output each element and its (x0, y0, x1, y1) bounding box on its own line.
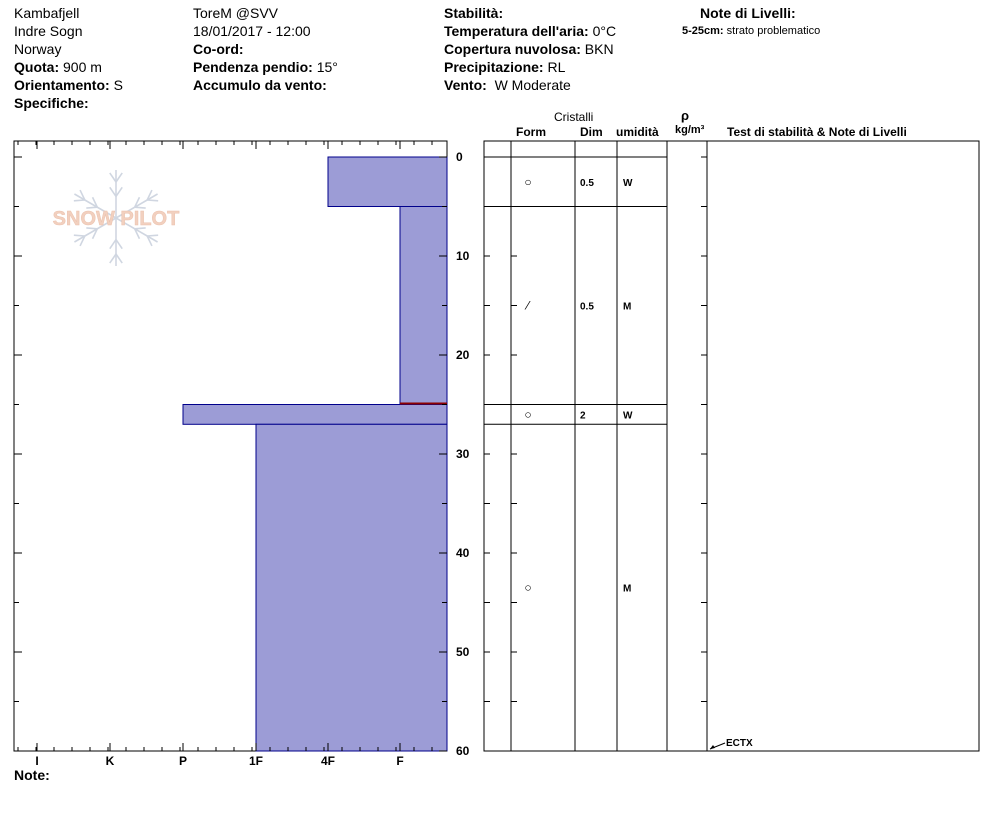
depth-tick-label: 40 (456, 546, 470, 560)
hardness-tick-label: 4F (320, 754, 336, 768)
crystal-form-symbol: ○ (524, 407, 532, 422)
cloud-label: Copertura nuvolosa: (444, 41, 581, 57)
hardness-tick-label: F (396, 754, 404, 768)
location: Kambafjell (14, 5, 80, 21)
layer-note-text: strato problematico (726, 25, 821, 37)
col-form-header: Form (516, 125, 546, 139)
snowflake-branch (147, 200, 158, 201)
slope-value: 15° (316, 59, 338, 75)
col-tests-header: Test di stabilità & Note di Livelli (727, 125, 907, 139)
crystal-size: 2 (580, 410, 586, 422)
layer-note-range: 5-25cm: (682, 25, 724, 37)
hardness-tick-label: P (178, 754, 188, 768)
snowflake-branch (110, 240, 116, 249)
crystal-size: 0.5 (580, 177, 594, 189)
hardness-layer-bar (328, 157, 447, 207)
hardness-layer-bar (256, 424, 447, 751)
elevation-value: 900 m (63, 59, 102, 75)
stability-test-label: ECTX (726, 738, 753, 749)
crystal-form-symbol: ○ (524, 580, 532, 595)
snowflake-branch (110, 173, 116, 182)
stability-label: Stabilità: (444, 5, 504, 21)
snowflake-branch (147, 235, 158, 236)
aspect-value: S (113, 77, 123, 93)
wind-label: Vento: (444, 77, 487, 93)
depth-tick-label: 60 (456, 744, 470, 758)
specifics-label: Specifiche: (14, 95, 89, 111)
snowflake-branch (116, 173, 122, 182)
elevation-label: Quota: (14, 59, 60, 75)
datetime: 18/01/2017 - 12:00 (193, 23, 311, 39)
precip-value: RL (547, 59, 566, 75)
crystal-form-symbol: ⁄ (526, 298, 530, 313)
snowflake-branch (116, 240, 122, 249)
stability-test-arrowhead (710, 745, 715, 749)
air-temp-label: Temperatura dell'aria: (444, 23, 589, 39)
cloud-value: BKN (584, 41, 614, 57)
layer-notes-title: Note di Livelli: (700, 5, 796, 21)
depth-tick-label: 30 (456, 447, 470, 461)
col-moisture-header: umidità (616, 125, 659, 139)
wind-value: W Moderate (494, 77, 571, 93)
hardness-layer-bar (400, 207, 447, 405)
depth-tick-label: 20 (456, 348, 470, 362)
country: Norway (14, 41, 62, 57)
hardness-tick-label: K (105, 754, 115, 768)
snowflake-branch (110, 187, 116, 196)
depth-tick-label: 50 (456, 645, 470, 659)
snowflake-branch (74, 200, 85, 201)
col-dim-header: Dim (580, 125, 603, 139)
crystal-moisture: M (623, 583, 632, 595)
col-density-unit: kg/m³ (675, 124, 705, 136)
crystal-moisture: W (623, 410, 633, 422)
col-density-symbol: ρ (681, 108, 690, 123)
snowflake-branch (110, 254, 116, 263)
region: Indre Sogn (14, 23, 83, 39)
logo-text: SNOW PILOT (52, 208, 180, 230)
crystal-form-symbol: ○ (524, 174, 532, 189)
hardness-tick-label: 1F (248, 754, 264, 768)
hardness-layer-bar (183, 405, 447, 425)
precip-label: Precipitazione: (444, 59, 544, 75)
snowflake-branch (74, 235, 85, 236)
slope-label: Pendenza pendio: (193, 59, 313, 75)
aspect-label: Orientamento: (14, 77, 110, 93)
crystal-size: 0.5 (580, 301, 594, 313)
depth-tick-label: 10 (456, 249, 470, 263)
snowpilot-logo (53, 170, 180, 266)
crystal-moisture: M (623, 301, 632, 313)
observer: ToreM @SVV (193, 5, 279, 21)
snowflake-branch (116, 254, 122, 263)
coords-label: Co-ord: (193, 41, 244, 57)
note-label: Note: (14, 767, 50, 783)
snowflake-branch (116, 187, 122, 196)
hardness-tick-label: I (35, 754, 39, 768)
crystal-moisture: W (623, 177, 633, 189)
depth-tick-label: 0 (456, 150, 463, 164)
air-temp-value: 0°C (592, 23, 617, 39)
layer-table-frame (484, 141, 979, 751)
crystals-group-header: Cristalli (554, 110, 594, 124)
wind-loading-label: Accumulo da vento: (193, 77, 327, 93)
